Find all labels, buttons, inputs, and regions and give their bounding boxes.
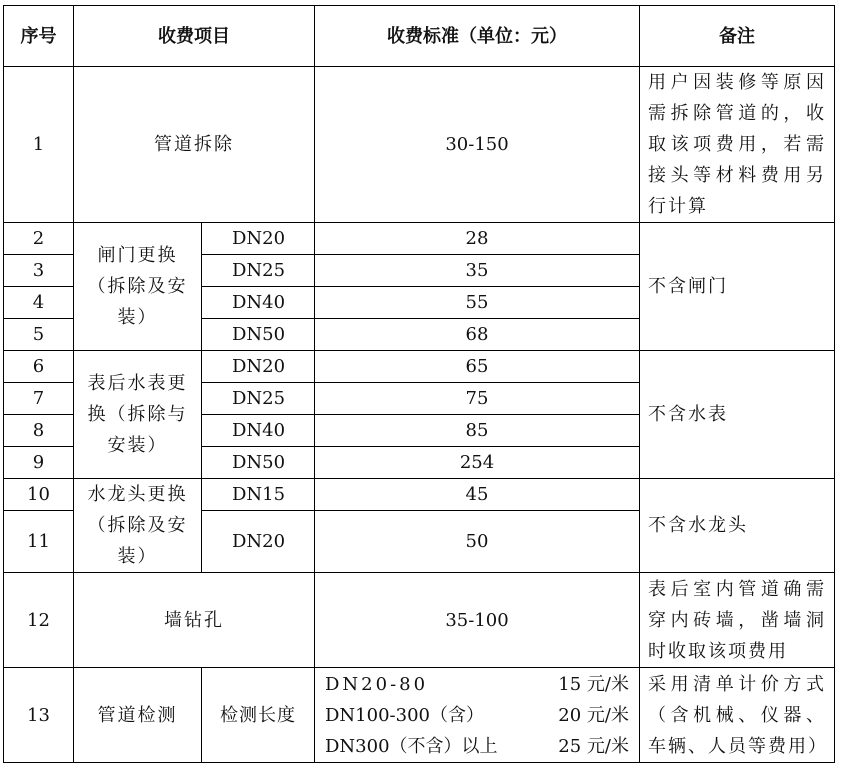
row-spec: DN20 bbox=[202, 351, 315, 383]
row-no: 1 bbox=[4, 67, 74, 223]
row-spec: DN50 bbox=[202, 319, 315, 351]
row-no: 2 bbox=[4, 223, 74, 255]
group-remark-faucet: 不含水龙头 bbox=[640, 479, 835, 573]
row-spec: DN20 bbox=[202, 511, 315, 573]
row-spec: DN50 bbox=[202, 447, 315, 479]
row-standard: 85 bbox=[315, 415, 640, 447]
row-spec: DN20 bbox=[202, 223, 315, 255]
row-no: 11 bbox=[4, 511, 74, 573]
standard-range: DN300（不含）以上 bbox=[325, 735, 498, 757]
header-no: 序号 bbox=[4, 6, 74, 67]
row-standard: 35 bbox=[315, 255, 640, 287]
row-standard: 68 bbox=[315, 319, 640, 351]
row-standard-multi bbox=[315, 668, 640, 763]
row-no: 7 bbox=[4, 383, 74, 415]
row-remark: 表后室内管道确需穿内砖墙，凿墙洞时收取该项费用 bbox=[640, 573, 835, 668]
group-remark-meter: 不含水表 bbox=[640, 351, 835, 479]
table-row bbox=[4, 573, 835, 668]
row-no: 12 bbox=[4, 573, 74, 668]
table-row bbox=[4, 351, 835, 383]
group-label-valve: 闸门更换（拆除及安装） bbox=[74, 223, 202, 351]
fee-standard-table bbox=[3, 5, 835, 763]
table-row bbox=[4, 67, 835, 223]
standard-line bbox=[325, 700, 629, 731]
standard-price: 20 元/米 bbox=[558, 704, 629, 726]
row-spec: DN25 bbox=[202, 255, 315, 287]
row-no: 8 bbox=[4, 415, 74, 447]
table-row bbox=[4, 223, 835, 255]
row-no: 4 bbox=[4, 287, 74, 319]
standard-line bbox=[325, 731, 629, 762]
row-no: 13 bbox=[4, 668, 74, 763]
table-row bbox=[4, 668, 835, 763]
header-item: 收费项目 bbox=[74, 6, 315, 67]
standard-range: DN100-300（含） bbox=[325, 704, 484, 726]
row-standard: 65 bbox=[315, 351, 640, 383]
fee-table-container bbox=[3, 5, 835, 763]
row-standard: 45 bbox=[315, 479, 640, 511]
row-standard: 254 bbox=[315, 447, 640, 479]
row-standard: 55 bbox=[315, 287, 640, 319]
row-no: 6 bbox=[4, 351, 74, 383]
row-spec: DN40 bbox=[202, 415, 315, 447]
header-remark: 备注 bbox=[640, 6, 835, 67]
table-row bbox=[4, 479, 835, 511]
row-spec: DN40 bbox=[202, 287, 315, 319]
row-standard: 28 bbox=[315, 223, 640, 255]
row-no: 10 bbox=[4, 479, 74, 511]
row-spec: DN15 bbox=[202, 479, 315, 511]
row-remark: 用户因装修等原因需拆除管道的，收取该项费用，若需接头等材料费用另行计算 bbox=[640, 67, 835, 223]
standard-price: 25 元/米 bbox=[558, 735, 629, 757]
standard-line bbox=[325, 669, 629, 700]
table-header-row bbox=[4, 6, 835, 67]
row-standard: 50 bbox=[315, 511, 640, 573]
standard-price: 15 元/米 bbox=[558, 673, 629, 695]
standard-range: DN20-80 bbox=[325, 673, 429, 695]
row-no: 9 bbox=[4, 447, 74, 479]
row-spec: DN25 bbox=[202, 383, 315, 415]
group-remark-valve: 不含闸门 bbox=[640, 223, 835, 351]
row-item: 管道检测 bbox=[74, 668, 202, 763]
row-sub-item: 检测长度 bbox=[202, 668, 315, 763]
row-item: 墙钻孔 bbox=[74, 573, 315, 668]
row-standard: 75 bbox=[315, 383, 640, 415]
row-no: 5 bbox=[4, 319, 74, 351]
row-standard: 30-150 bbox=[315, 67, 640, 223]
group-label-meter: 表后水表更换（拆除与安装） bbox=[74, 351, 202, 479]
header-standard: 收费标准（单位：元） bbox=[315, 6, 640, 67]
row-standard: 35-100 bbox=[315, 573, 640, 668]
row-remark: 采用清单计价方式（含机械、仪器、车辆、人员等费用） bbox=[640, 668, 835, 763]
row-no: 3 bbox=[4, 255, 74, 287]
group-label-faucet: 水龙头更换（拆除及安装） bbox=[74, 479, 202, 573]
row-item: 管道拆除 bbox=[74, 67, 315, 223]
